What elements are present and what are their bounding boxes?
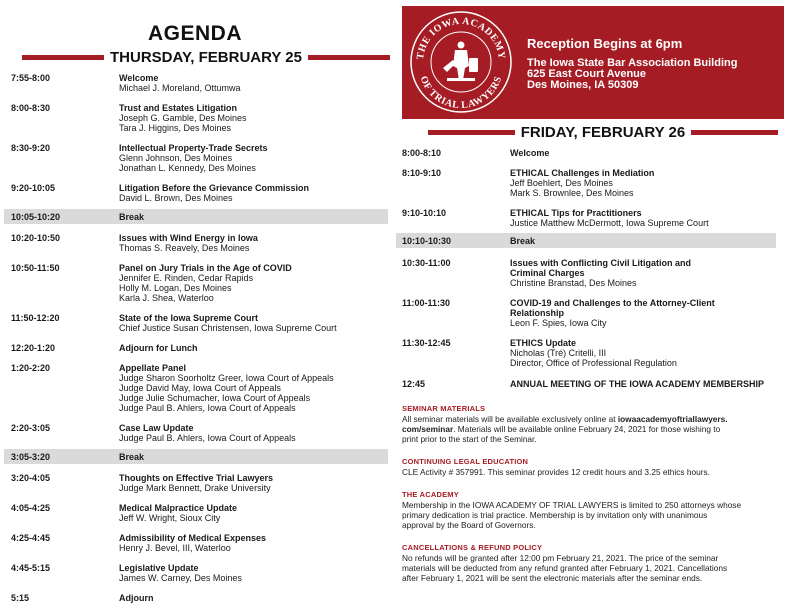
friday-header-label: FRIDAY, FEBRUARY 26 — [520, 124, 686, 141]
session-title: COVID-19 and Challenges to the Attorney-Client — [510, 298, 715, 308]
friday-column — [400, 0, 792, 612]
academy-text: approval by the Board of Governors. — [402, 520, 536, 530]
session-title: ETHICS Update — [510, 338, 577, 348]
session-speaker: Jeff W. Wright, Sioux City — [119, 513, 221, 523]
reception-address — [527, 58, 737, 91]
session-speaker: Jonathan L. Kennedy, Des Moines — [119, 163, 256, 173]
session-time: 4:25-4:45 — [11, 533, 51, 543]
session-time: 10:50-11:50 — [11, 263, 60, 273]
seminar-materials-section — [402, 404, 782, 444]
agenda-title: AGENDA — [147, 22, 242, 45]
session-time: 2:20-3:05 — [11, 423, 51, 433]
session-time: 11:50-12:20 — [11, 313, 60, 323]
reception-headline: Reception Begins at 6pm — [527, 36, 683, 51]
reception-banner — [402, 6, 784, 119]
session-time: 8:30-9:20 — [11, 143, 51, 153]
session-time: 8:00-8:10 — [402, 148, 442, 158]
thursday-header — [22, 49, 390, 66]
session-speaker: Judge Mark Bennett, Drake University — [119, 483, 271, 493]
address-line: The Iowa State Bar Association Building — [527, 57, 738, 69]
session-time: 11:30-12:45 — [402, 338, 451, 348]
session-title: Panel on Jury Trials in the Age of COVID — [119, 263, 292, 273]
academy-seal-icon — [407, 10, 515, 114]
session-time: 12:45 — [402, 379, 426, 389]
session-speaker: Henry J. Bevel, III, Waterloo — [119, 543, 231, 553]
seminar-text: print prior to the start of the Seminar. — [402, 434, 537, 444]
session-title: Legislative Update — [119, 563, 199, 573]
session-speaker: Judge Sharon Soorholtz Greer, Iowa Court of Appeals — [119, 373, 334, 383]
cle-section — [402, 457, 782, 477]
session-title: Appellate Panel — [119, 363, 187, 373]
session-time: 9:20-10:05 — [11, 183, 56, 193]
header-rule-right — [308, 55, 390, 60]
cle-text: CLE Activity # 357991. This seminar provides 12 credit hours and 3.25 ethics hours. — [402, 467, 710, 477]
session-time: 10:10-10:30 — [402, 236, 452, 246]
cle-heading: CONTINUING LEGAL EDUCATION — [402, 457, 529, 466]
session-speaker: Holly M. Logan, Des Moines — [119, 283, 232, 293]
session-title: Medical Malpractice Update — [119, 503, 238, 513]
academy-section — [402, 490, 782, 530]
session-time: 8:00-8:30 — [11, 103, 51, 113]
session-time: 12:20-1:20 — [11, 343, 56, 353]
session-title: ANNUAL MEETING OF THE IOWA ACADEMY MEMBERSHIP — [510, 379, 765, 389]
session-title: Adjourn — [119, 593, 154, 603]
session-title: State of the Iowa Supreme Court — [119, 313, 259, 323]
session-time: 10:05-10:20 — [11, 212, 61, 222]
session-title: Thoughts on Effective Trial Lawyers — [119, 473, 274, 483]
session-time: 7:55-8:00 — [11, 73, 51, 83]
seal-text-top: THE IOWA ACADEMY — [414, 15, 508, 61]
academy-heading: THE ACADEMY — [402, 490, 459, 499]
seminar-text: . Materials will be available online February 24, 2021 for those wishing to — [453, 424, 721, 434]
header-rule-left — [428, 130, 515, 135]
seal-figure-icon — [443, 42, 478, 82]
session-speaker: Karla J. Shea, Waterloo — [119, 293, 214, 303]
seal-text-bottom: OF TRIAL LAWYERS — [417, 74, 505, 112]
refund-section — [402, 543, 782, 583]
refund-text: after February 1, 2021 will be sent the electronic materials after the seminar ends. — [402, 573, 703, 583]
session-speaker: Nicholas (Tré) Critelli, III — [510, 348, 607, 358]
session-title: Issues with Wind Energy in Iowa — [119, 233, 258, 243]
session-time: 10:20-10:50 — [11, 233, 61, 243]
refund-text: materials will be deducted from any refund granted after February 1, 2021. Cancellations — [402, 563, 728, 573]
address-line: 625 East Court Avenue — [527, 68, 647, 80]
session-time: 11:00-11:30 — [402, 298, 451, 308]
session-speaker: Judge Paul B. Ahlers, Iowa Court of Appeals — [119, 403, 296, 413]
session-time: 8:10-9:10 — [402, 168, 442, 178]
friday-header — [428, 124, 778, 141]
session-speaker: Judge David May, Iowa Court of Appeals — [119, 383, 281, 393]
session-title-continued: Criminal Charges — [510, 268, 585, 278]
session-title: Issues with Conflicting Civil Litigation and — [510, 258, 692, 268]
session-speaker: Glenn Johnson, Des Moines — [119, 153, 233, 163]
session-speaker: Tara J. Higgins, Des Moines — [119, 123, 232, 133]
session-speaker: Justice Matthew McDermott, Iowa Supreme Court — [510, 218, 709, 228]
session-time: 1:20-2:20 — [11, 363, 51, 373]
session-title: ETHICAL Tips for Practitioners — [510, 208, 642, 218]
session-title: Welcome — [510, 148, 550, 158]
seminar-link[interactable]: iowaacademyoftriallawyers. — [617, 414, 728, 424]
break-row — [396, 233, 776, 248]
session-title: Break — [510, 236, 536, 246]
academy-text: primary dedication is trial practice. Membership is by invitation only with unanimous — [402, 510, 708, 520]
session-speaker: Jeff Boehlert, Des Moines — [510, 178, 613, 188]
session-speaker: Joseph G. Gamble, Des Moines — [119, 113, 247, 123]
address-line: Des Moines, IA 50309 — [527, 79, 639, 91]
session-title: Trust and Estates Litigation — [119, 103, 238, 113]
session-title: Case Law Update — [119, 423, 194, 433]
session-time: 3:20-4:05 — [11, 473, 51, 483]
session-speaker: David L. Brown, Des Moines — [119, 193, 233, 203]
header-rule-right — [691, 130, 778, 135]
refund-heading: CANCELLATIONS & REFUND POLICY — [402, 543, 543, 552]
session-speaker: Chief Justice Susan Christensen, Iowa Supreme Court — [119, 323, 337, 333]
session-title: Intellectual Property-Trade Secrets — [119, 143, 268, 153]
seminar-link-continued[interactable]: com/seminar — [402, 424, 454, 434]
session-title: Break — [119, 452, 145, 462]
break-row — [4, 449, 388, 464]
session-speaker: Thomas S. Reavely, Des Moines — [119, 243, 250, 253]
header-rule-left — [22, 55, 104, 60]
session-title: ETHICAL Challenges in Mediation — [510, 168, 655, 178]
session-title: Welcome — [119, 73, 159, 83]
session-title: Break — [119, 212, 145, 222]
session-speaker: Judge Julie Schumacher, Iowa Court of Appeals — [119, 393, 311, 403]
session-speaker: Judge Paul B. Ahlers, Iowa Court of Appeals — [119, 433, 296, 443]
session-time: 4:05-4:25 — [11, 503, 51, 513]
refund-text: No refunds will be granted after 12:00 pm February 21, 2021. The price of the seminar — [402, 553, 719, 563]
session-speaker: Michael J. Moreland, Ottumwa — [119, 83, 241, 93]
session-speaker: Director, Office of Professional Regulation — [510, 358, 677, 368]
seminar-materials-heading: SEMINAR MATERIALS — [402, 404, 486, 413]
session-time: 3:05-3:20 — [11, 452, 51, 462]
session-speaker: Christine Branstad, Des Moines — [510, 278, 637, 288]
session-title: Admissibility of Medical Expenses — [119, 533, 267, 543]
session-time: 5:15 — [11, 593, 30, 603]
academy-text: Membership in the IOWA ACADEMY OF TRIAL LAWYERS is limited to 250 attorneys whose — [402, 500, 742, 510]
thursday-header-label: THURSDAY, FEBRUARY 25 — [110, 49, 302, 66]
session-speaker: Leon F. Spies, Iowa City — [510, 318, 607, 328]
session-title: Adjourn for Lunch — [119, 343, 198, 353]
session-title-continued: Relationship — [510, 308, 565, 318]
break-row — [4, 209, 388, 224]
session-speaker: James W. Carney, Des Moines — [119, 573, 242, 583]
session-speaker: Mark S. Brownlee, Des Moines — [510, 188, 634, 198]
session-time: 10:30-11:00 — [402, 258, 451, 268]
session-speaker: Jennifer E. Rinden, Cedar Rapids — [119, 273, 254, 283]
session-time: 9:10-10:10 — [402, 208, 447, 218]
seminar-text: All seminar materials will be available exclusively online at — [402, 414, 618, 424]
session-time: 4:45-5:15 — [11, 563, 51, 573]
thursday-column — [0, 0, 390, 612]
session-title: Litigation Before the Grievance Commission — [119, 183, 310, 193]
